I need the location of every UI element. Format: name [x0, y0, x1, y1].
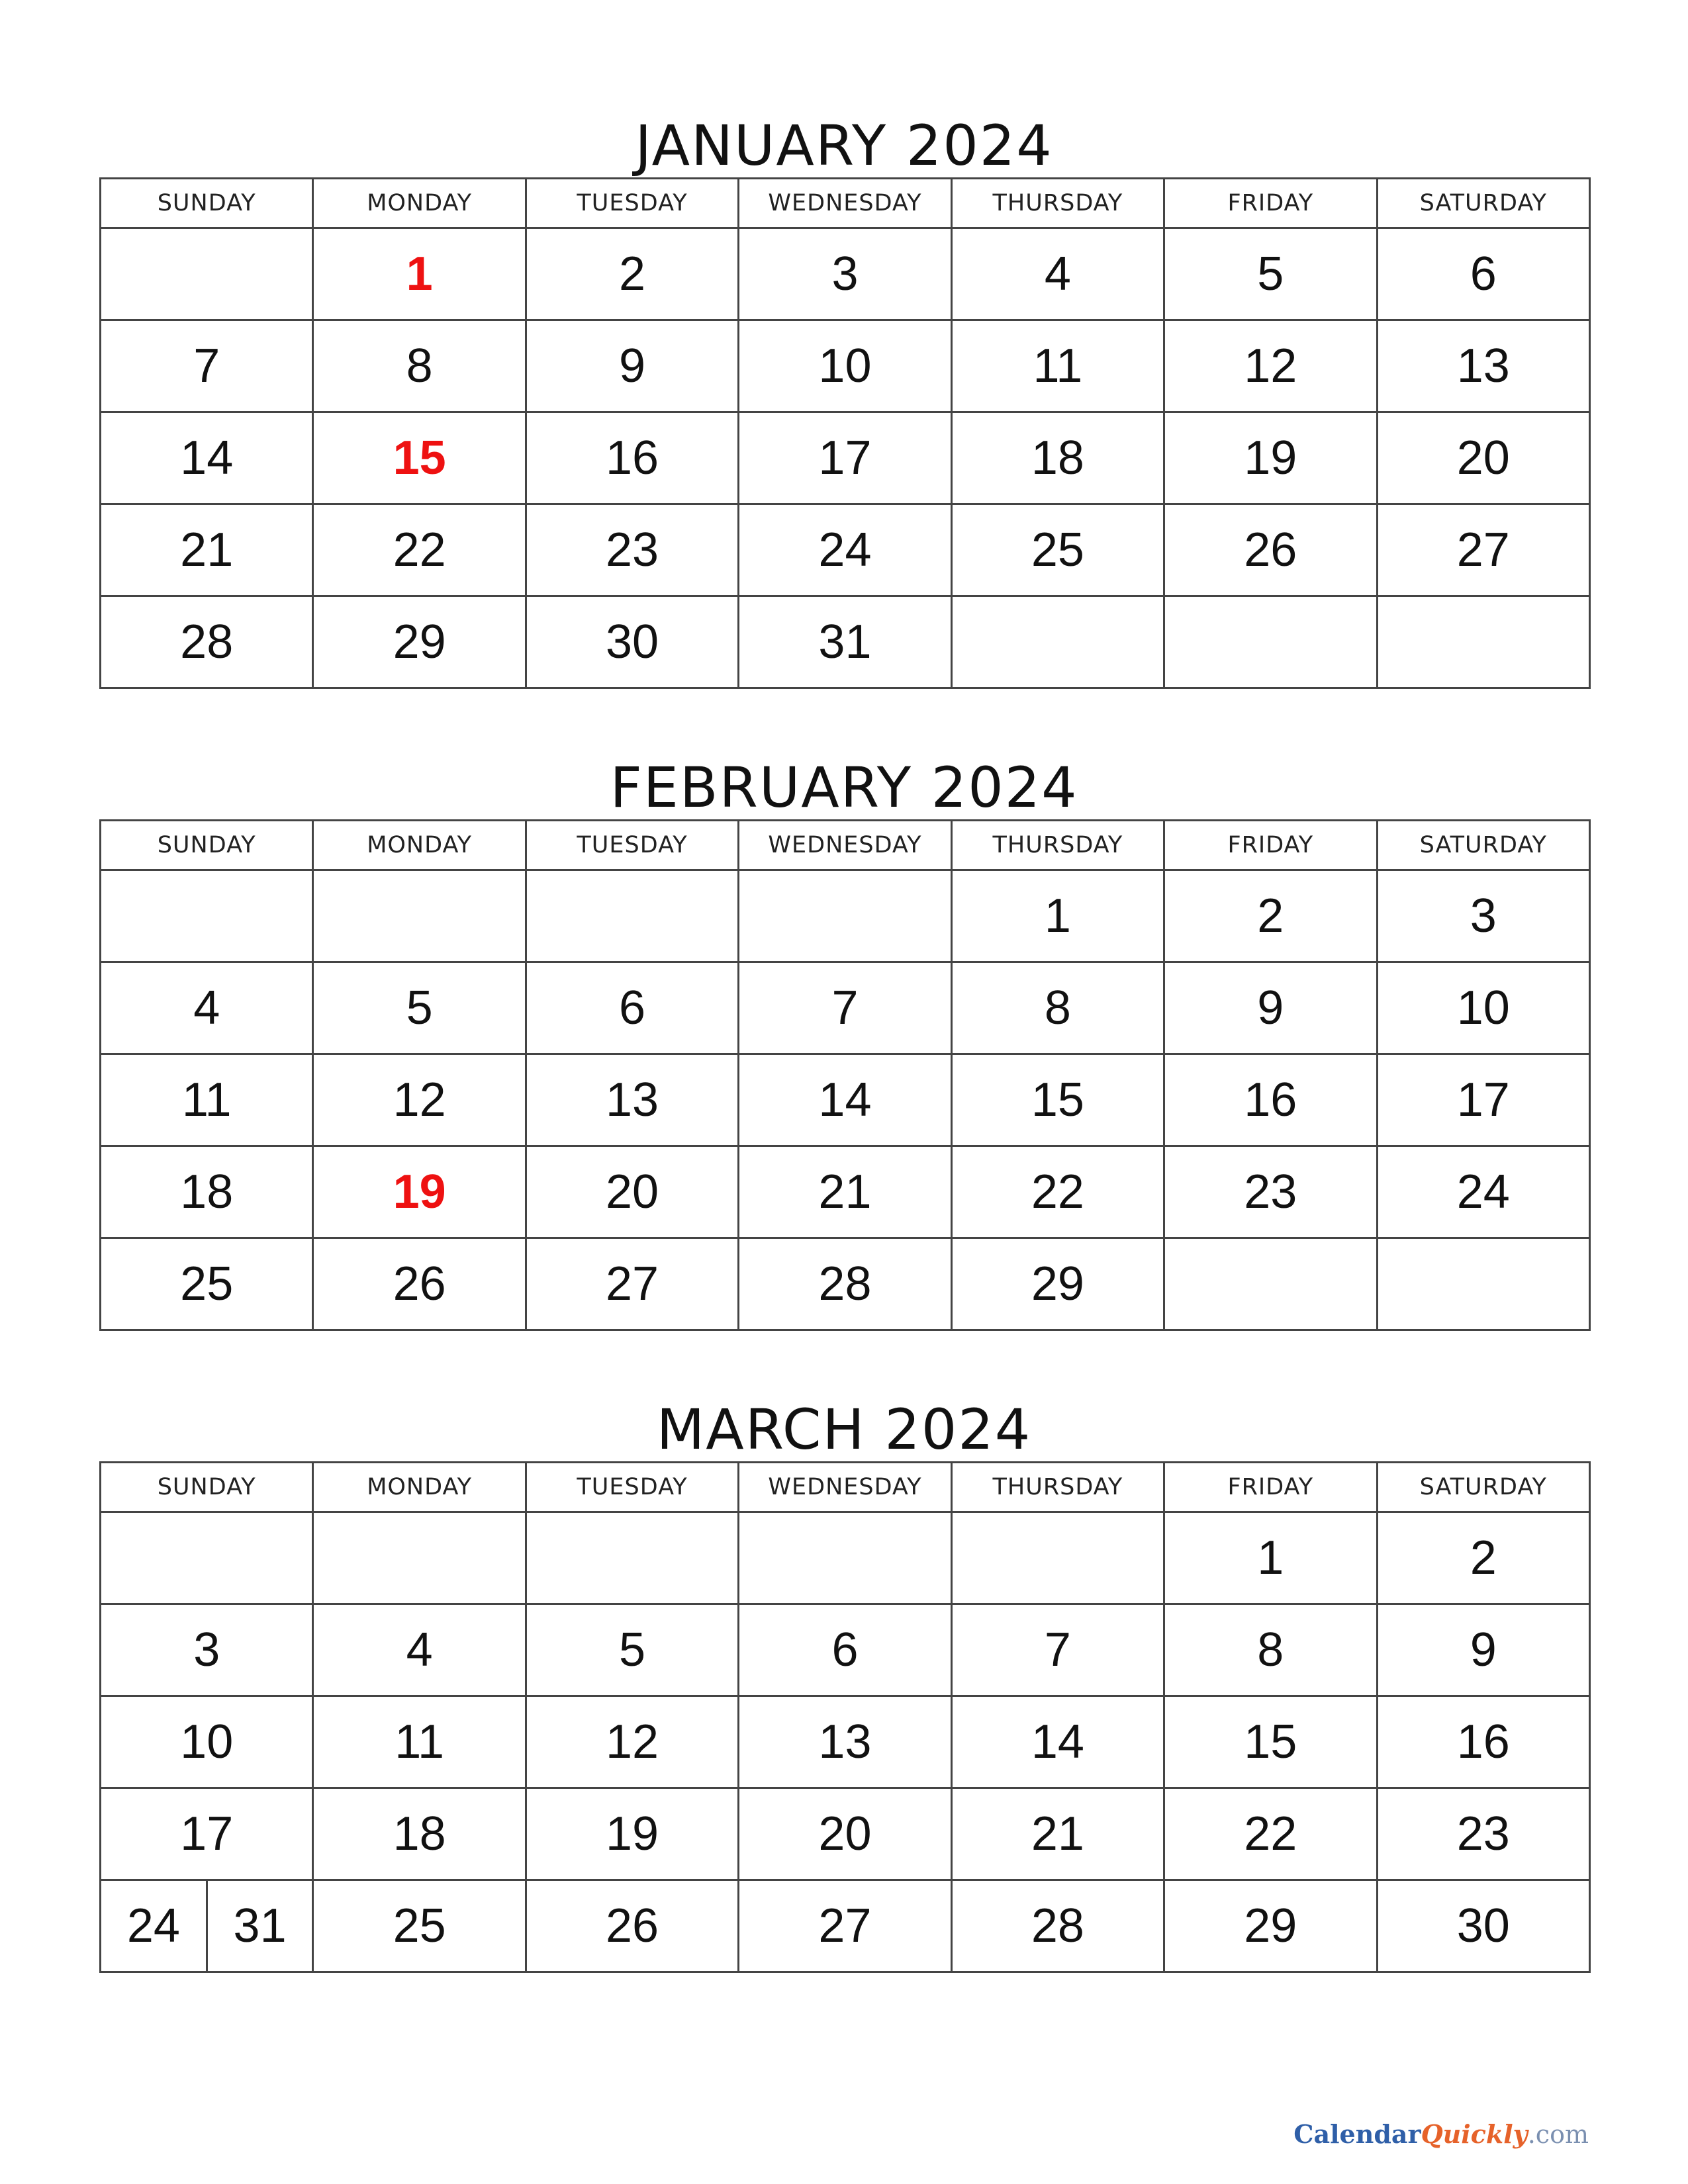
day-cell[interactable]: 25	[313, 1880, 526, 1972]
weekday-header: SUNDAY	[101, 1463, 313, 1512]
month-grid	[99, 819, 1591, 1331]
week-row	[101, 1146, 1590, 1238]
day-cell[interactable]: 19	[313, 1146, 526, 1238]
week-row	[101, 1696, 1590, 1788]
day-cell[interactable]: 13	[1377, 320, 1589, 412]
day-cell[interactable]: 28	[951, 1880, 1164, 1972]
day-cell[interactable]: 25	[101, 1238, 313, 1330]
day-cell[interactable]: 13	[739, 1696, 951, 1788]
month-title: JANUARY 2024	[635, 113, 1053, 178]
month-grid	[99, 1461, 1591, 1973]
day-cell[interactable]: 22	[313, 504, 526, 596]
weekday-header: SATURDAY	[1377, 1463, 1589, 1512]
weekday-header-row	[101, 179, 1590, 228]
day-cell[interactable]: 7	[739, 962, 951, 1054]
day-cell[interactable]: 14	[739, 1054, 951, 1146]
empty-day-cell	[526, 870, 738, 962]
day-cell[interactable]: 2	[1377, 1512, 1589, 1604]
day-cell[interactable]: 26	[313, 1238, 526, 1330]
weekday-header-row	[101, 821, 1590, 870]
day-cell[interactable]: 4	[313, 1604, 526, 1696]
day-cell[interactable]: 12	[313, 1054, 526, 1146]
day-cell[interactable]: 4	[101, 962, 313, 1054]
day-cell[interactable]: 7	[951, 1604, 1164, 1696]
day-cell[interactable]: 17	[1377, 1054, 1589, 1146]
day-cell[interactable]: 2	[526, 228, 738, 320]
day-cell[interactable]: 17	[739, 412, 951, 504]
weekday-header: WEDNESDAY	[739, 821, 951, 870]
day-cell[interactable]: 12	[526, 1696, 738, 1788]
day-cell[interactable]: 5	[1164, 228, 1377, 320]
day-cell[interactable]: 15	[1164, 1696, 1377, 1788]
day-cell[interactable]: 3	[739, 228, 951, 320]
weekday-header: SUNDAY	[101, 821, 313, 870]
day-cell[interactable]: 15	[951, 1054, 1164, 1146]
week-row	[101, 1788, 1590, 1880]
day-cell[interactable]: 29	[313, 596, 526, 688]
day-cell[interactable]: 8	[951, 962, 1164, 1054]
day-cell[interactable]: 8	[313, 320, 526, 412]
empty-day-cell	[101, 228, 313, 320]
empty-day-cell	[951, 1512, 1164, 1604]
day-cell[interactable]: 27	[1377, 504, 1589, 596]
empty-day-cell	[101, 870, 313, 962]
day-cell[interactable]: 23	[526, 504, 738, 596]
day-cell[interactable]: 11	[951, 320, 1164, 412]
day-cell[interactable]: 18	[951, 412, 1164, 504]
empty-day-cell	[1164, 1238, 1377, 1330]
day-number[interactable]: 31	[206, 1881, 312, 1971]
weekday-header: THURSDAY	[951, 821, 1164, 870]
weekday-header: TUESDAY	[526, 821, 738, 870]
day-cell[interactable]: 24	[1377, 1146, 1589, 1238]
day-cell[interactable]: 30	[526, 596, 738, 688]
weekday-header: SUNDAY	[101, 179, 313, 228]
day-cell[interactable]: 1	[951, 870, 1164, 962]
weekday-header: FRIDAY	[1164, 179, 1377, 228]
week-row	[101, 504, 1590, 596]
day-cell[interactable]: 20	[1377, 412, 1589, 504]
day-cell[interactable]: 29	[951, 1238, 1164, 1330]
day-cell[interactable]: 7	[101, 320, 313, 412]
day-cell[interactable]: 14	[951, 1696, 1164, 1788]
day-cell[interactable]: 9	[1377, 1604, 1589, 1696]
day-number[interactable]: 24	[126, 1899, 180, 1952]
brand-text-domain: .com	[1527, 2120, 1589, 2149]
day-cell[interactable]: 3	[101, 1604, 313, 1696]
weekday-header: THURSDAY	[951, 179, 1164, 228]
day-cell[interactable]: 28	[739, 1238, 951, 1330]
week-row	[101, 320, 1590, 412]
empty-day-cell	[313, 1512, 526, 1604]
week-row	[101, 1512, 1590, 1604]
empty-day-cell	[526, 1512, 738, 1604]
day-cell[interactable]: 27	[739, 1880, 951, 1972]
weekday-header: SATURDAY	[1377, 821, 1589, 870]
day-cell[interactable]: 21	[101, 504, 313, 596]
day-cell[interactable]: 18	[313, 1788, 526, 1880]
month-grid	[99, 177, 1591, 689]
weekday-header: FRIDAY	[1164, 1463, 1377, 1512]
day-cell[interactable]: 1	[313, 228, 526, 320]
day-cell[interactable]: 28	[101, 596, 313, 688]
day-cell[interactable]: 9	[1164, 962, 1377, 1054]
day-cell[interactable]: 29	[1164, 1880, 1377, 1972]
day-cell[interactable]: 16	[526, 412, 738, 504]
day-cell[interactable]: 8	[1164, 1604, 1377, 1696]
day-cell[interactable]: 14	[101, 412, 313, 504]
day-cell[interactable]: 16	[1164, 1054, 1377, 1146]
split-day-wrapper	[101, 1881, 312, 1971]
day-cell[interactable]: 13	[526, 1054, 738, 1146]
brand-text-calendar: Calendar	[1293, 2119, 1421, 2149]
day-cell[interactable]: 23	[1164, 1146, 1377, 1238]
day-cell[interactable]: 12	[1164, 320, 1377, 412]
week-row	[101, 1880, 1590, 1972]
day-cell[interactable]: 5	[526, 1604, 738, 1696]
weekday-header: SATURDAY	[1377, 179, 1589, 228]
day-cell[interactable]: 18	[101, 1146, 313, 1238]
weekday-header-row	[101, 1463, 1590, 1512]
empty-day-cell	[1377, 1238, 1589, 1330]
day-cell[interactable]: 6	[526, 962, 738, 1054]
brand-text-quickly: Quickly	[1421, 2119, 1528, 2149]
week-row	[101, 962, 1590, 1054]
week-row	[101, 412, 1590, 504]
month-title: MARCH 2024	[656, 1397, 1032, 1462]
day-cell[interactable]: 25	[951, 504, 1164, 596]
weekday-header: TUESDAY	[526, 1463, 738, 1512]
day-cell[interactable]: 31	[739, 596, 951, 688]
weekday-header: WEDNESDAY	[739, 179, 951, 228]
empty-day-cell	[101, 1512, 313, 1604]
day-cell[interactable]: 15	[313, 412, 526, 504]
weekday-header: WEDNESDAY	[739, 1463, 951, 1512]
week-row	[101, 1238, 1590, 1330]
day-cell[interactable]: 11	[313, 1696, 526, 1788]
day-cell[interactable]: 1	[1164, 1512, 1377, 1604]
day-cell-split[interactable]	[101, 1880, 313, 1972]
weekday-header: TUESDAY	[526, 179, 738, 228]
day-cell[interactable]: 24	[739, 504, 951, 596]
day-cell[interactable]: 2	[1164, 870, 1377, 962]
day-cell[interactable]: 26	[526, 1880, 738, 1972]
day-cell[interactable]: 21	[951, 1788, 1164, 1880]
empty-day-cell	[1377, 596, 1589, 688]
empty-day-cell	[739, 870, 951, 962]
day-cell[interactable]: 10	[1377, 962, 1589, 1054]
brand-logo[interactable]	[1293, 2118, 1589, 2151]
day-cell[interactable]: 10	[101, 1696, 313, 1788]
day-cell[interactable]: 30	[1377, 1880, 1589, 1972]
empty-day-cell	[951, 596, 1164, 688]
day-cell[interactable]: 26	[1164, 504, 1377, 596]
day-cell[interactable]: 22	[1164, 1788, 1377, 1880]
week-row	[101, 1054, 1590, 1146]
empty-day-cell	[1164, 596, 1377, 688]
month-title: FEBRUARY 2024	[610, 755, 1078, 820]
day-cell[interactable]: 21	[739, 1146, 951, 1238]
empty-day-cell	[313, 870, 526, 962]
day-cell[interactable]: 6	[739, 1604, 951, 1696]
day-cell[interactable]: 17	[101, 1788, 313, 1880]
day-cell[interactable]: 9	[526, 320, 738, 412]
week-row	[101, 1604, 1590, 1696]
day-cell[interactable]: 27	[526, 1238, 738, 1330]
weekday-header: MONDAY	[313, 1463, 526, 1512]
day-cell[interactable]: 4	[951, 228, 1164, 320]
day-cell[interactable]: 3	[1377, 870, 1589, 962]
day-cell[interactable]: 6	[1377, 228, 1589, 320]
weekday-header: MONDAY	[313, 179, 526, 228]
day-cell[interactable]: 10	[739, 320, 951, 412]
empty-day-cell	[739, 1512, 951, 1604]
day-cell[interactable]: 11	[101, 1054, 313, 1146]
day-cell[interactable]: 19	[1164, 412, 1377, 504]
day-cell[interactable]: 16	[1377, 1696, 1589, 1788]
day-cell[interactable]: 20	[526, 1146, 738, 1238]
day-cell[interactable]: 19	[526, 1788, 738, 1880]
day-cell[interactable]: 5	[313, 962, 526, 1054]
weekday-header: THURSDAY	[951, 1463, 1164, 1512]
week-row	[101, 870, 1590, 962]
weekday-header: MONDAY	[313, 821, 526, 870]
week-row	[101, 228, 1590, 320]
day-cell[interactable]: 20	[739, 1788, 951, 1880]
day-cell[interactable]: 23	[1377, 1788, 1589, 1880]
week-row	[101, 596, 1590, 688]
day-cell[interactable]: 22	[951, 1146, 1164, 1238]
weekday-header: FRIDAY	[1164, 821, 1377, 870]
